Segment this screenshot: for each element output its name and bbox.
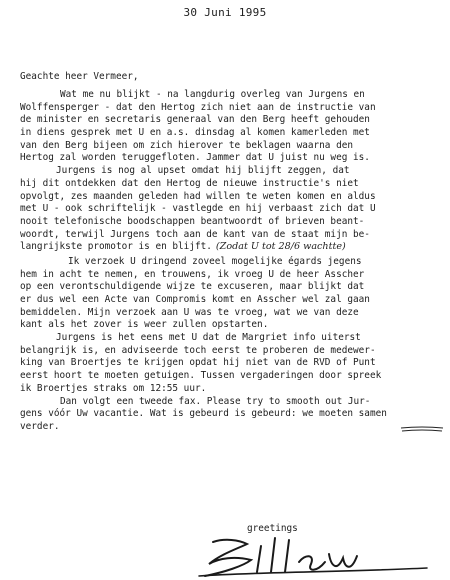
body-line: bemiddelen. Mijn verzoek aan U was te vroeg, wat we van deze: [20, 306, 359, 318]
body-line: kant als het zover is weer zullen opstarten.: [20, 319, 269, 331]
body-line: gens vóór Uw vacantie. Wat is gebeurd is gebeurd: we moeten samen: [20, 408, 387, 420]
body-line: Ik verzoek U dringend zoveel mogelijke égards jegens: [68, 255, 362, 267]
body-line: belangrijk is, en adviseerde toch eerst te proberen de medewer-: [20, 344, 376, 356]
body-line: woordt, terwijl Jurgens toch aan de kant van de staat mijn be-: [20, 228, 370, 240]
body-line: met U - ook schriftelijk - vastlegde en hij verbaast zich dat U: [20, 203, 376, 215]
body-line: verder.: [20, 420, 60, 432]
body-line-with-note: [20, 241, 448, 254]
salutation: Geachte heer Vermeer,: [20, 71, 139, 82]
body-line: de minister en secretaris generaal van den Berg heeft gehouden: [20, 114, 370, 126]
body-line: er dus wel een Acte van Compromis komt en Asscher wel zal gaan: [20, 294, 370, 305]
body-line: eerst hoort te moeten getuigen. Tussen vergaderingen door spreek: [20, 370, 382, 382]
body-line: in diens gesprek met U en a.s. dinsdag al komen kamerleden met: [20, 127, 370, 139]
body-line: Hertog zal worden teruggefloten. Jammer dat U juist nu weg is.: [20, 152, 370, 164]
handwritten-note: (Zodat U tot 28/6 wachtte): [215, 241, 346, 253]
body-line: ik Broertjes straks om 12:55 uur.: [20, 382, 207, 394]
body-line: Wat me nu blijkt - na langdurig overleg van Jurgens en: [60, 89, 365, 100]
body-line: op een verontschuldigende wijze te excuseren, maar blijkt dat: [20, 281, 365, 293]
handwritten-underline: [400, 425, 444, 433]
body-line: Jurgens is nog al upset omdat hij blijft zeggen, dat: [56, 165, 350, 177]
body-line: van den Berg bijeen om zich hierover te beklagen waarna den: [20, 139, 354, 151]
body-line: Wolffensperger - dat den Hertog zich niet aan de instructie van: [20, 101, 376, 113]
body-line: Dan volgt een tweede fax. Please try to smooth out Jur-: [60, 395, 371, 407]
body-line-text: langrijkste promotor is en blijft.: [20, 241, 212, 253]
body-line: nooit telefonische boodschappen beantwoordt of brieven beant-: [20, 215, 365, 227]
letter-body: [20, 89, 448, 434]
body-line: opvolgt, zes maanden geleden had willen te weten komen en aldus: [20, 190, 376, 202]
body-line: hem in acht te nemen, en trouwens, ik vroeg U de heer Asscher: [20, 268, 365, 280]
body-line: hij dit ontdekken dat den Hertog de nieuwe instructie's niet: [20, 177, 359, 189]
letter-date: 30 Juni 1995: [183, 6, 267, 19]
body-line: Jurgens is het eens met U dat de Margriet info uiterst: [56, 332, 361, 344]
body-line: king van Broertjes te krijgen opdat hij niet van de RVD of Punt: [20, 357, 376, 369]
closing: greetings: [247, 523, 298, 534]
signature: [195, 532, 435, 578]
